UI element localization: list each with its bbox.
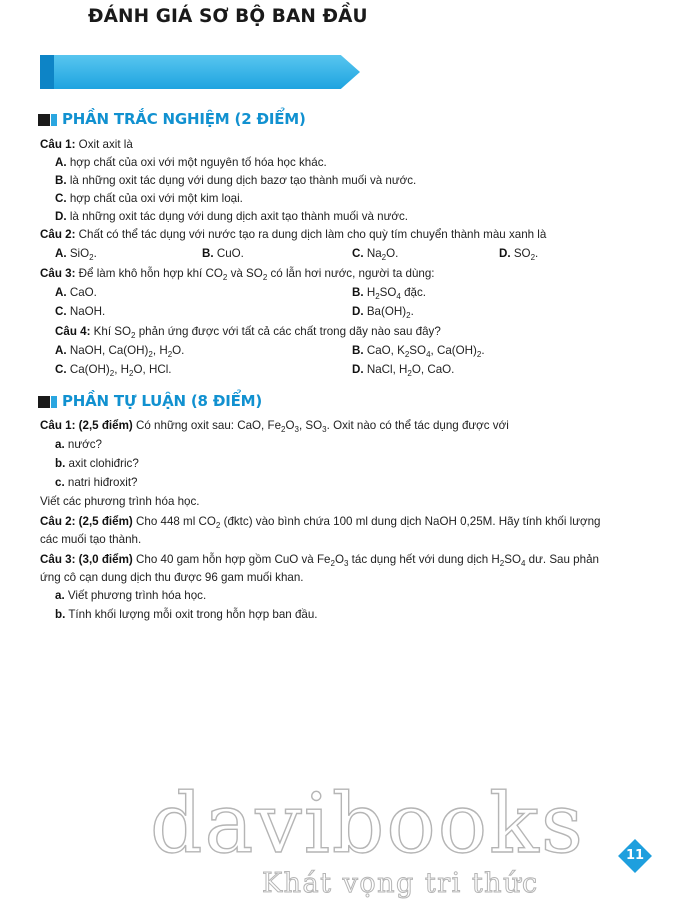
- sub-label: b.: [55, 457, 66, 470]
- sub-text: natri hiđroxit?: [67, 476, 138, 489]
- question-text: SO: [504, 553, 521, 566]
- watermark-slogan: Khát vọng tri thức: [262, 868, 539, 899]
- square-bullet-accent-icon: [51, 114, 57, 126]
- option-text: , H: [152, 344, 168, 357]
- sub-item-c: [55, 475, 138, 491]
- question-text: và SO: [227, 267, 263, 280]
- option-text: , Ca(OH): [430, 344, 477, 357]
- option-label: D.: [352, 305, 364, 318]
- question-label: Câu 4:: [55, 325, 91, 338]
- question-label: Câu 1: (2,5 điểm): [40, 419, 133, 432]
- option-a: [55, 246, 97, 262]
- sub-text: nước?: [67, 438, 102, 451]
- option-label: D.: [55, 210, 67, 223]
- option-text: .: [535, 247, 539, 260]
- option-text: .: [410, 305, 414, 318]
- option-text: O, HCl.: [133, 363, 172, 376]
- essay-question-1: [40, 418, 509, 434]
- option-b: [55, 173, 416, 189]
- option-text: NaCl, H: [366, 363, 408, 376]
- subscript: 4: [426, 350, 431, 359]
- title-banner: [40, 55, 360, 89]
- option-b: [202, 246, 244, 262]
- option-text: là những oxit tác dụng với dung dịch axit tạo thành muối và nước.: [69, 210, 408, 223]
- option-text: H: [366, 286, 376, 299]
- subscript: 2: [281, 425, 286, 434]
- question-text: dư. Sau phản: [525, 553, 599, 566]
- subscript: 2: [148, 350, 153, 359]
- option-text: là những oxit tác dụng với dung dịch bazơ tạo thành muối và nước.: [69, 174, 417, 187]
- question-text: Khí SO: [93, 325, 132, 338]
- sub-label: b.: [55, 608, 66, 621]
- essay-question-3: [40, 552, 599, 568]
- question-text: Chất có thể tác dụng với nước tạo ra dung dịch làm cho quỳ tím chuyển thành màu xanh là: [78, 228, 547, 241]
- option-label: B.: [352, 286, 364, 299]
- subscript: 2: [215, 521, 221, 530]
- option-label: A.: [55, 247, 67, 260]
- option-text: CaO.: [69, 286, 97, 299]
- section-title: PHẦN TỰ LUẬN (8 ĐIỂM): [62, 392, 262, 410]
- option-text: O.: [172, 344, 185, 357]
- watermark-brand: davibooks: [150, 777, 585, 872]
- sub-text: Viết phương trình hóa học.: [67, 589, 207, 602]
- option-label: A.: [55, 344, 67, 357]
- subscript: 4: [396, 292, 401, 301]
- sub-item-a: [55, 588, 206, 604]
- subscript: 2: [262, 273, 268, 282]
- question-text: Cho 40 gam hỗn hợp gồm CuO và Fe: [132, 553, 331, 566]
- page-number: 11: [625, 848, 645, 863]
- subscript: 3: [322, 425, 327, 434]
- subscript: 2: [381, 253, 387, 262]
- option-label: C.: [352, 247, 364, 260]
- option-text: CaO, K: [366, 344, 405, 357]
- square-bullet-icon: [38, 396, 50, 408]
- option-b: [352, 285, 426, 301]
- subscript: 2: [109, 369, 115, 378]
- essay-question-3-line2: ứng cô cạn dung dịch thu được 96 gam muối khan.: [40, 571, 304, 584]
- essay-question-2-line2: các muối tạo thành.: [40, 533, 142, 546]
- subscript: 2: [530, 253, 536, 262]
- subscript: 2: [404, 350, 410, 359]
- subscript: 3: [294, 425, 299, 434]
- question-text: phản ứng được với tất cả các chất trong dãy nào sau đây?: [135, 325, 441, 338]
- sub-item-b: [55, 607, 318, 623]
- question-text: Oxit axit là: [78, 138, 133, 151]
- option-a: [55, 343, 184, 359]
- question-2: [40, 227, 546, 243]
- subscript: 2: [330, 559, 335, 568]
- option-label: C.: [55, 363, 67, 376]
- question-4: [55, 324, 441, 340]
- option-label: C.: [55, 192, 67, 205]
- question-text: . Oxit nào có thể tác dụng được với: [326, 419, 509, 432]
- option-label: B.: [352, 344, 364, 357]
- option-text: NaOH, Ca(OH): [69, 344, 149, 357]
- question-text: Cho 448 ml CO: [132, 515, 216, 528]
- option-d: [352, 362, 454, 378]
- option-text: Ca(OH): [69, 363, 110, 376]
- essay-question-1-tail: Viết các phương trình hóa học.: [40, 495, 200, 508]
- question-label: Câu 2:: [40, 228, 76, 241]
- question-1: [40, 137, 133, 153]
- option-text: hợp chất của oxi với một nguyên tố hóa học khác.: [69, 156, 327, 169]
- square-bullet-icon: [38, 114, 50, 126]
- option-label: D.: [499, 247, 511, 260]
- section-title: PHẦN TRẮC NGHIỆM (2 ĐIỂM): [62, 110, 306, 128]
- page-number-badge: [618, 839, 652, 873]
- option-c: [55, 304, 105, 320]
- square-bullet-accent-icon: [51, 396, 57, 408]
- sub-label: a.: [55, 589, 65, 602]
- question-text: , SO: [298, 419, 323, 432]
- option-text: SO: [409, 344, 427, 357]
- question-label: Câu 1:: [40, 138, 76, 151]
- option-text: CuO.: [216, 247, 244, 260]
- option-d: [499, 246, 538, 262]
- option-c: [55, 191, 243, 207]
- option-b: [352, 343, 485, 359]
- sub-text: Tính khối lượng mỗi oxit trong hỗn hợp ban đầu.: [68, 608, 318, 621]
- option-text: .: [93, 247, 97, 260]
- question-text: Có những oxit sau: CaO, Fe: [132, 419, 282, 432]
- option-text: .: [481, 344, 485, 357]
- option-text: Na: [366, 247, 382, 260]
- option-label: A.: [55, 286, 67, 299]
- sub-item-a: [55, 437, 102, 453]
- option-text: SO: [513, 247, 531, 260]
- option-text: hợp chất của oxi với một kim loại.: [69, 192, 243, 205]
- question-label: Câu 2: (2,5 điểm): [40, 515, 133, 528]
- question-text: Để làm khô hỗn hợp khí CO: [78, 267, 223, 280]
- question-text: O: [285, 419, 295, 432]
- subscript: 2: [129, 369, 134, 378]
- option-d: [55, 209, 408, 225]
- question-text: O: [334, 553, 344, 566]
- question-3: [40, 266, 435, 282]
- question-text: tác dụng hết với dung dịch H: [348, 553, 500, 566]
- option-c: [55, 362, 172, 378]
- subscript: 4: [521, 559, 526, 568]
- option-text: O, CaO.: [411, 363, 455, 376]
- option-text: O.: [386, 247, 399, 260]
- question-text: có lẫn hơi nước, người ta dùng:: [267, 267, 435, 280]
- subscript: 2: [222, 273, 228, 282]
- option-text: , H: [114, 363, 130, 376]
- subscript: 2: [167, 350, 173, 359]
- option-label: C.: [55, 305, 67, 318]
- subscript: 2: [406, 311, 411, 320]
- question-label: Câu 3:: [40, 267, 76, 280]
- subscript: 2: [131, 331, 136, 340]
- option-c: [352, 246, 398, 262]
- subscript: 2: [89, 253, 94, 262]
- option-text: SO: [379, 286, 397, 299]
- question-text: (đktc) vào bình chứa 100 ml dung dịch NaOH 0,25M. Hãy tính khối lượng: [220, 515, 601, 528]
- option-text: NaOH.: [69, 305, 106, 318]
- option-d: [352, 304, 414, 320]
- option-text: SiO: [69, 247, 90, 260]
- subscript: 3: [343, 559, 349, 568]
- option-text: đặc.: [400, 286, 427, 299]
- sub-item-b: [55, 456, 139, 472]
- option-a: [55, 155, 327, 171]
- sub-label: c.: [55, 476, 65, 489]
- sub-label: a.: [55, 438, 65, 451]
- sub-text: axit clohiđric?: [68, 457, 139, 470]
- option-text: Ba(OH): [366, 305, 407, 318]
- option-label: B.: [55, 174, 67, 187]
- option-label: D.: [352, 363, 364, 376]
- essay-question-2: [40, 514, 601, 530]
- option-label: B.: [202, 247, 214, 260]
- option-label: A.: [55, 156, 67, 169]
- subscript: 2: [499, 559, 505, 568]
- subscript: 2: [407, 369, 412, 378]
- subscript: 2: [476, 350, 482, 359]
- subscript: 2: [375, 292, 380, 301]
- option-a: [55, 285, 97, 301]
- question-label: Câu 3: (3,0 điểm): [40, 553, 133, 566]
- page-title: ĐÁNH GIÁ SƠ BỘ BAN ĐẦU: [88, 6, 368, 27]
